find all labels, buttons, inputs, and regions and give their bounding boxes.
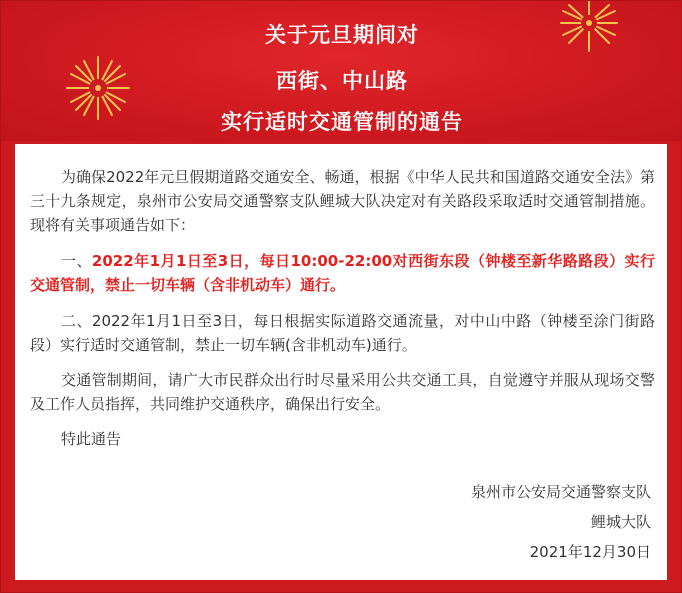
intro-paragraph: 为确保2022年元旦假期道路交通安全、畅通，根据《中华人民共和国道路交通安全法》第三十九条规定，泉州市公安局交通警察支队鲤城大队决定对有关路段采取适时交通管制措施。现将有关事项通告如下： xyxy=(30,168,655,234)
item-2-paragraph: 二、2022年1月1日至3日，每日根据实际道路交通流量，对中山中路（钟楼至涂门街路段）实行适时交通管制，禁止一切车辆(含非机动车)通行。 xyxy=(30,312,655,354)
item-1-highlight: 2022年1月1日至3日，每日10:00-22:00对西街东段（钟楼至新华路路段）实行交通管制，禁止一切车辆（含非机动车）通行。 xyxy=(30,252,655,294)
notice-line: 特此通告 xyxy=(61,430,122,448)
item-1-paragraph xyxy=(30,249,655,297)
title-line-1: 关于元旦期间对 xyxy=(265,23,419,47)
notice-body xyxy=(15,144,667,580)
title-line-2: 西街、中山路 xyxy=(276,69,408,93)
signature-date: 2021年12月30日 xyxy=(529,543,651,561)
closing-paragraph: 交通管制期间，请广大市民群众出行时尽量采用公共交通工具，自觉遵守并服从现场交警及工作人员指挥，共同维护交通秩序，确保出行安全。 xyxy=(30,371,655,413)
signature-org-line1: 泉州市公安局交通警察支队 xyxy=(470,483,651,501)
item-1-prefix: 一、 xyxy=(61,252,92,270)
signature-org-line2: 鲤城大队 xyxy=(590,513,651,531)
title-line-3: 实行适时交通管制的通告 xyxy=(221,110,463,134)
header-banner xyxy=(1,1,682,141)
